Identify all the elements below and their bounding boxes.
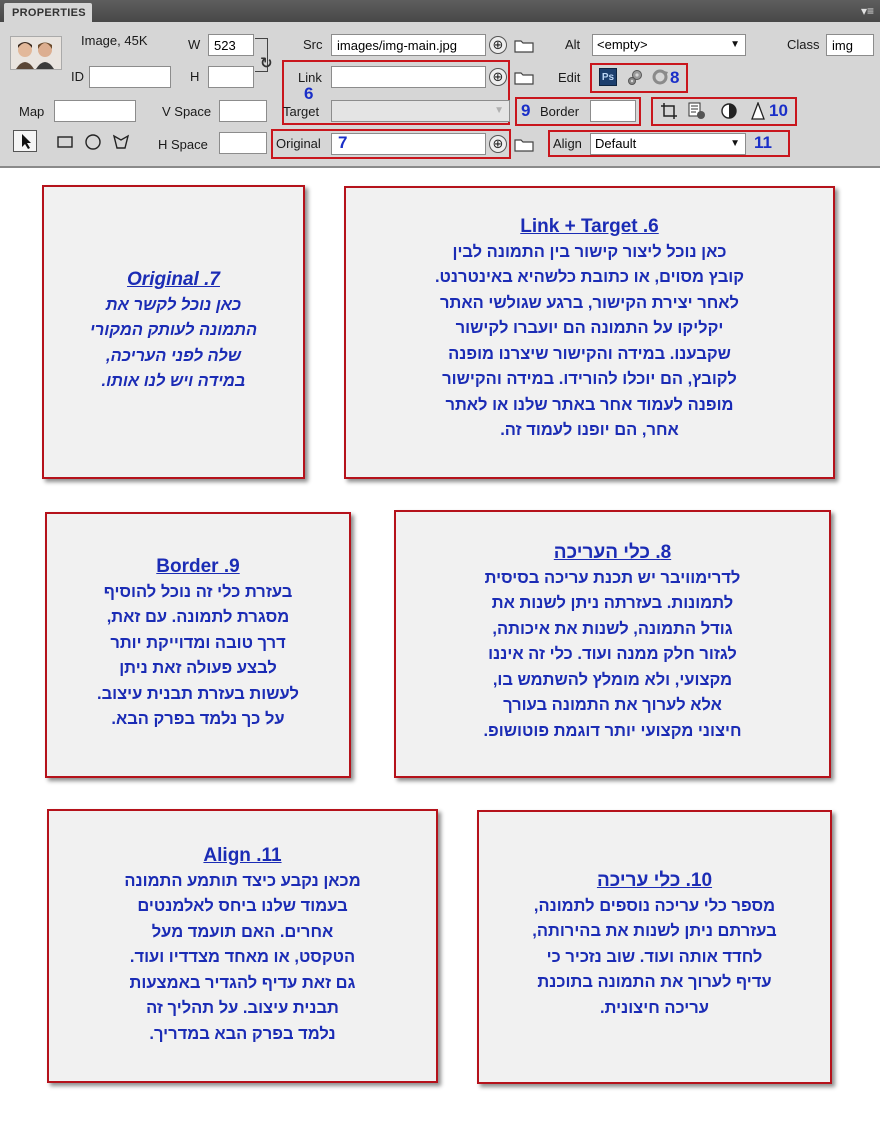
circle-hotspot-icon[interactable] — [84, 133, 102, 151]
align-value: Default — [595, 136, 637, 151]
callout-line: קובץ מסוים, או כתובת כלשהיא באינטרנט. — [434, 268, 745, 286]
callout-line: אחרים. האם תועמד מעל — [151, 922, 334, 941]
link-folder-icon[interactable] — [514, 71, 534, 85]
callout-line: הטקסט, או מאחד מצדדיו ועוד. — [129, 948, 356, 966]
callout-line: לגזור חלק ממנה ועוד. כלי זה איננו — [488, 645, 737, 663]
callout-line: לתמונות. בעזרתה ניתן לשנות את — [491, 594, 734, 612]
w-label: W — [188, 37, 201, 52]
id-input[interactable] — [89, 66, 171, 88]
map-input[interactable] — [54, 100, 136, 122]
callout-7-number: 7 — [338, 133, 348, 152]
src-folder-icon[interactable] — [514, 39, 534, 53]
height-input[interactable] — [208, 66, 254, 88]
alt-label: Alt — [565, 37, 581, 52]
alt-value: <empty> — [597, 37, 648, 52]
callout-line: התמונה לעותק המקורי — [89, 321, 258, 339]
chevron-down-icon: ▼ — [730, 39, 740, 50]
original-input[interactable] — [331, 133, 486, 155]
callout-line: בעזרת כלי זה נוכל להוסיף — [103, 582, 293, 601]
callout-line: לדרימוויבר יש תכנת עריכה בסיסית — [484, 568, 741, 587]
reset-size-icon[interactable]: ↻ — [260, 55, 273, 72]
callout-line: אחר, הם יופנו לעמוד זה. — [500, 421, 679, 439]
callout-line: חיצוני מקצועי יותר דוגמת פוטושופ. — [483, 721, 742, 740]
chevron-down-icon: ▼ — [494, 105, 504, 116]
callout-line: בעזרתם ניתן לשנות את בהירותה, — [532, 922, 777, 940]
image-thumbnail — [10, 36, 62, 70]
callout-line: שלה לפני העריכה, — [105, 346, 242, 365]
callout-line: לעשות בעזרת תבנית עיצוב. — [96, 684, 299, 703]
align-label: Align — [553, 136, 582, 151]
pointer-hotspot-tool[interactable] — [13, 130, 37, 152]
callout-line: כאן נוכל ליצור קישור בין התמונה לבין — [452, 242, 727, 261]
target-label: Target — [283, 104, 320, 119]
callout-title: Align .11 — [203, 845, 282, 866]
callout-line: לבצע פעולה זאת ניתן — [119, 659, 277, 677]
callout-line: כאן נוכל לקשר את — [105, 295, 242, 314]
target-select[interactable] — [331, 100, 510, 122]
resample-icon[interactable] — [688, 102, 706, 120]
src-input[interactable] — [331, 34, 486, 56]
callout-line: נלמד בפרק הבא במדריך. — [149, 1024, 336, 1043]
edit-label: Edit — [558, 70, 581, 85]
callout-title: Original .7 — [127, 269, 220, 290]
h-space-label: H Space — [158, 137, 208, 152]
border-input[interactable] — [590, 100, 636, 122]
link-label: Link — [298, 70, 322, 85]
callout-line: דרך טובה ומדוייקת יותר — [110, 633, 286, 652]
image-info: Image, 45K — [81, 33, 148, 48]
callout-line: לקובץ, הם יוכלו להורידו. במידה והקישור — [442, 370, 737, 388]
update-from-original-icon[interactable] — [651, 68, 669, 86]
callout-box-original — [42, 185, 305, 479]
callout-line: על כך נלמד בפרק הבא. — [111, 710, 285, 728]
callout-box-align — [47, 809, 438, 1083]
alt-select[interactable] — [592, 34, 746, 56]
link-point-to-file-icon[interactable]: ⊕ — [489, 68, 507, 86]
src-point-to-file-icon[interactable]: ⊕ — [489, 36, 507, 54]
callout-line: גודל התמונה, לשנות את איכותה, — [492, 619, 733, 638]
callout-title: Link + Target .6 — [520, 216, 659, 237]
border-label: Border — [540, 104, 580, 119]
callout-11-number: 11 — [754, 133, 772, 152]
sharpen-icon[interactable] — [749, 102, 767, 120]
v-space-input[interactable] — [219, 100, 267, 122]
class-input[interactable] — [826, 34, 874, 56]
callout-line: מספר כלי עריכה נוספים לתמונה, — [533, 896, 776, 915]
callout-line: מסגרת לתמונה. עם זאת, — [106, 608, 290, 626]
callout-line: שקבענו. במידה והקישור שיצרנו מופנה — [448, 344, 731, 363]
chevron-down-icon: ▼ — [730, 138, 740, 149]
polygon-hotspot-icon[interactable] — [112, 133, 130, 151]
callout-8-number: 8 — [670, 68, 680, 87]
callout-10-number: 10 — [769, 101, 788, 120]
class-label: Class — [787, 37, 820, 52]
callout-line: מופנה לעמוד אחר באתר שלנו או לאתר — [445, 395, 734, 414]
callout-line: אלא לערוך את התמונה בעורך — [503, 696, 722, 714]
callout-box-editing-tools — [394, 510, 831, 778]
pointer-arrow-icon — [14, 131, 36, 151]
h-space-input[interactable] — [219, 132, 267, 154]
photoshop-icon[interactable]: Ps — [599, 68, 617, 86]
width-input[interactable] — [208, 34, 254, 56]
callout-line: יקליקו על התמונה הם יועברו לקישור — [455, 319, 724, 337]
brightness-contrast-icon[interactable] — [720, 102, 738, 120]
edit-settings-icon[interactable] — [626, 68, 644, 86]
callout-title: 8. כלי העריכה — [553, 542, 672, 563]
original-label: Original — [276, 136, 321, 151]
v-space-label: V Space — [162, 104, 212, 119]
callout-title: Border .9 — [156, 556, 240, 577]
h-label: H — [190, 69, 200, 84]
callout-box-border — [45, 512, 351, 778]
callout-line: בעמוד שלנו ביחס לאלמנטים — [137, 897, 348, 915]
callout-line: תבנית עיצוב. על תהליך זה — [146, 999, 339, 1017]
callout-box-more-tools — [477, 810, 832, 1084]
callout-line: במידה ויש לנו אותו. — [101, 372, 246, 390]
crop-icon[interactable] — [660, 102, 678, 120]
rectangle-hotspot-icon[interactable] — [56, 133, 74, 151]
callout-line: לאחר יצירת הקישור, ברגע שגולשי האתר — [440, 293, 739, 312]
src-label: Src — [303, 37, 323, 52]
panel-tab-bar — [0, 0, 880, 22]
original-folder-icon[interactable] — [514, 138, 534, 152]
callout-9-number: 9 — [521, 101, 531, 120]
callout-line: גם זאת עדיף להגדיר באמצעות — [129, 973, 356, 992]
panel-menu-icon[interactable]: ▾≡ — [860, 4, 874, 18]
callout-line: לחדד אותה ועוד. שוב נזכיר כי — [546, 947, 763, 966]
align-select[interactable] — [590, 133, 746, 155]
original-point-to-file-icon[interactable]: ⊕ — [489, 135, 507, 153]
properties-tab[interactable]: PROPERTIES — [4, 3, 92, 22]
properties-panel — [0, 0, 880, 168]
callout-line: עריכה חיצונית. — [600, 998, 709, 1017]
map-label: Map — [19, 104, 45, 119]
callout-6-number: 6 — [304, 84, 314, 103]
link-input[interactable] — [331, 66, 486, 88]
callout-line: מכאן נקבע כיצד תותמע התמונה — [124, 871, 361, 890]
callout-line: עדיף לערוך את התמונה בתוכנת — [537, 973, 772, 991]
callout-line: מקצועי, ולא מומלץ להשתמש בו, — [492, 670, 733, 689]
callout-title: 10. כלי עריכה — [596, 870, 713, 891]
id-label: ID — [71, 69, 84, 84]
callout-box-link-target — [344, 186, 835, 479]
